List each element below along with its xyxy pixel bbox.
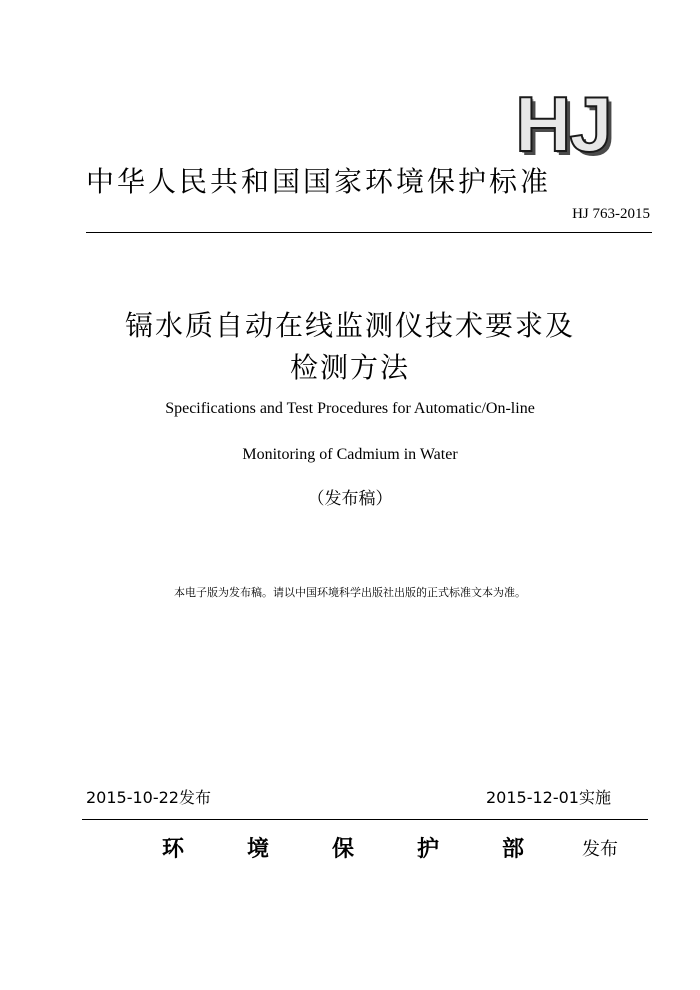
draft-label: （发布稿） <box>307 489 393 509</box>
standard-code: HJ 763-2015 <box>572 206 650 222</box>
issue-date: 2015-10-22发布 <box>86 788 211 807</box>
english-title-line1: Specifications and Test Procedures for Automatic/On-line <box>165 400 535 417</box>
hj-logo: HJ <box>515 80 611 168</box>
publisher-name <box>162 832 587 863</box>
header-divider <box>86 232 652 233</box>
implementation-date: 2015-12-01实施 <box>486 788 611 807</box>
document-title-line2: 检测方法 <box>289 351 410 384</box>
footer-divider <box>82 819 648 820</box>
publisher-char: 环 <box>162 836 185 862</box>
publisher-char: 境 <box>247 836 270 862</box>
electronic-version-notice: 本电子版为发布稿。请以中国环境科学出版社出版的正式标准文本为准。 <box>174 586 526 599</box>
publish-action: 发布 <box>582 839 618 860</box>
publisher-char: 保 <box>332 836 355 862</box>
publisher-char: 部 <box>502 836 525 862</box>
document-title-line1: 镉水质自动在线监测仪技术要求及 <box>124 309 575 342</box>
publisher-char: 护 <box>417 836 440 862</box>
standard-series-title: 中华人民共和国国家环境保护标准 <box>86 165 552 198</box>
english-title-line2: Monitoring of Cadmium in Water <box>242 446 458 463</box>
